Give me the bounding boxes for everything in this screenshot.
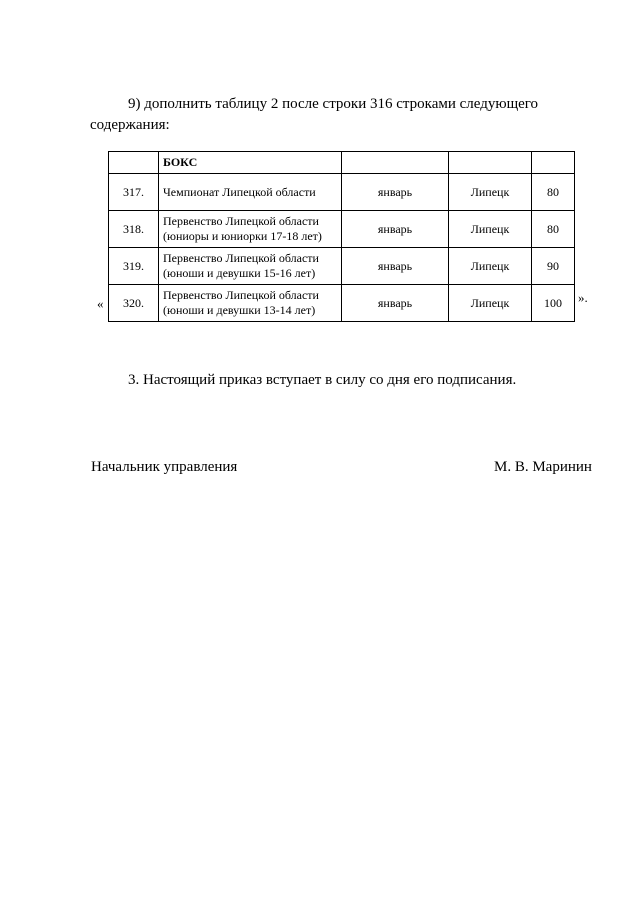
event-place: Липецк <box>449 174 532 211</box>
event-name: Первенство Липецкой области (юниоры и юниорки 17-18 лет) <box>159 211 342 248</box>
event-date: январь <box>342 174 449 211</box>
effective-text: 3. Настоящий приказ вступает в силу со дня его подписания. <box>128 372 517 388</box>
event-participants: 80 <box>532 174 575 211</box>
event-date: январь <box>342 248 449 285</box>
event-place: Липецк <box>449 248 532 285</box>
event-name: Первенство Липецкой области (юноши и девушки 13-14 лет) <box>159 285 342 322</box>
amendment-paragraph <box>90 94 560 136</box>
signatory-name: М. В. Маринин <box>494 459 592 475</box>
event-name: Первенство Липецкой области (юноши и девушки 15-16 лет) <box>159 248 342 285</box>
event-participants: 100 <box>532 285 575 322</box>
table-row <box>109 211 575 248</box>
effective-paragraph <box>90 370 560 391</box>
event-participants: 90 <box>532 248 575 285</box>
row-number: 319. <box>109 248 159 285</box>
row-number: 318. <box>109 211 159 248</box>
table-section-row <box>109 152 575 174</box>
row-number: 320. <box>109 285 159 322</box>
table-row <box>109 174 575 211</box>
event-date: январь <box>342 285 449 322</box>
amendment-line-2: содержания: <box>90 117 170 133</box>
events-table <box>108 151 575 322</box>
event-date: январь <box>342 211 449 248</box>
table-row <box>109 285 575 322</box>
event-place: Липецк <box>449 285 532 322</box>
row-number: 317. <box>109 174 159 211</box>
closing-quote: ». <box>578 290 588 305</box>
section-title: БОКС <box>159 152 342 174</box>
amendment-line-1: 9) дополнить таблицу 2 после строки 316 строками следующего <box>128 96 539 112</box>
signatory-position: Начальник управления <box>91 459 238 475</box>
event-place: Липецк <box>449 211 532 248</box>
opening-quote: « <box>97 296 104 311</box>
table-row <box>109 248 575 285</box>
event-participants: 80 <box>532 211 575 248</box>
event-name: Чемпионат Липецкой области <box>159 174 342 211</box>
